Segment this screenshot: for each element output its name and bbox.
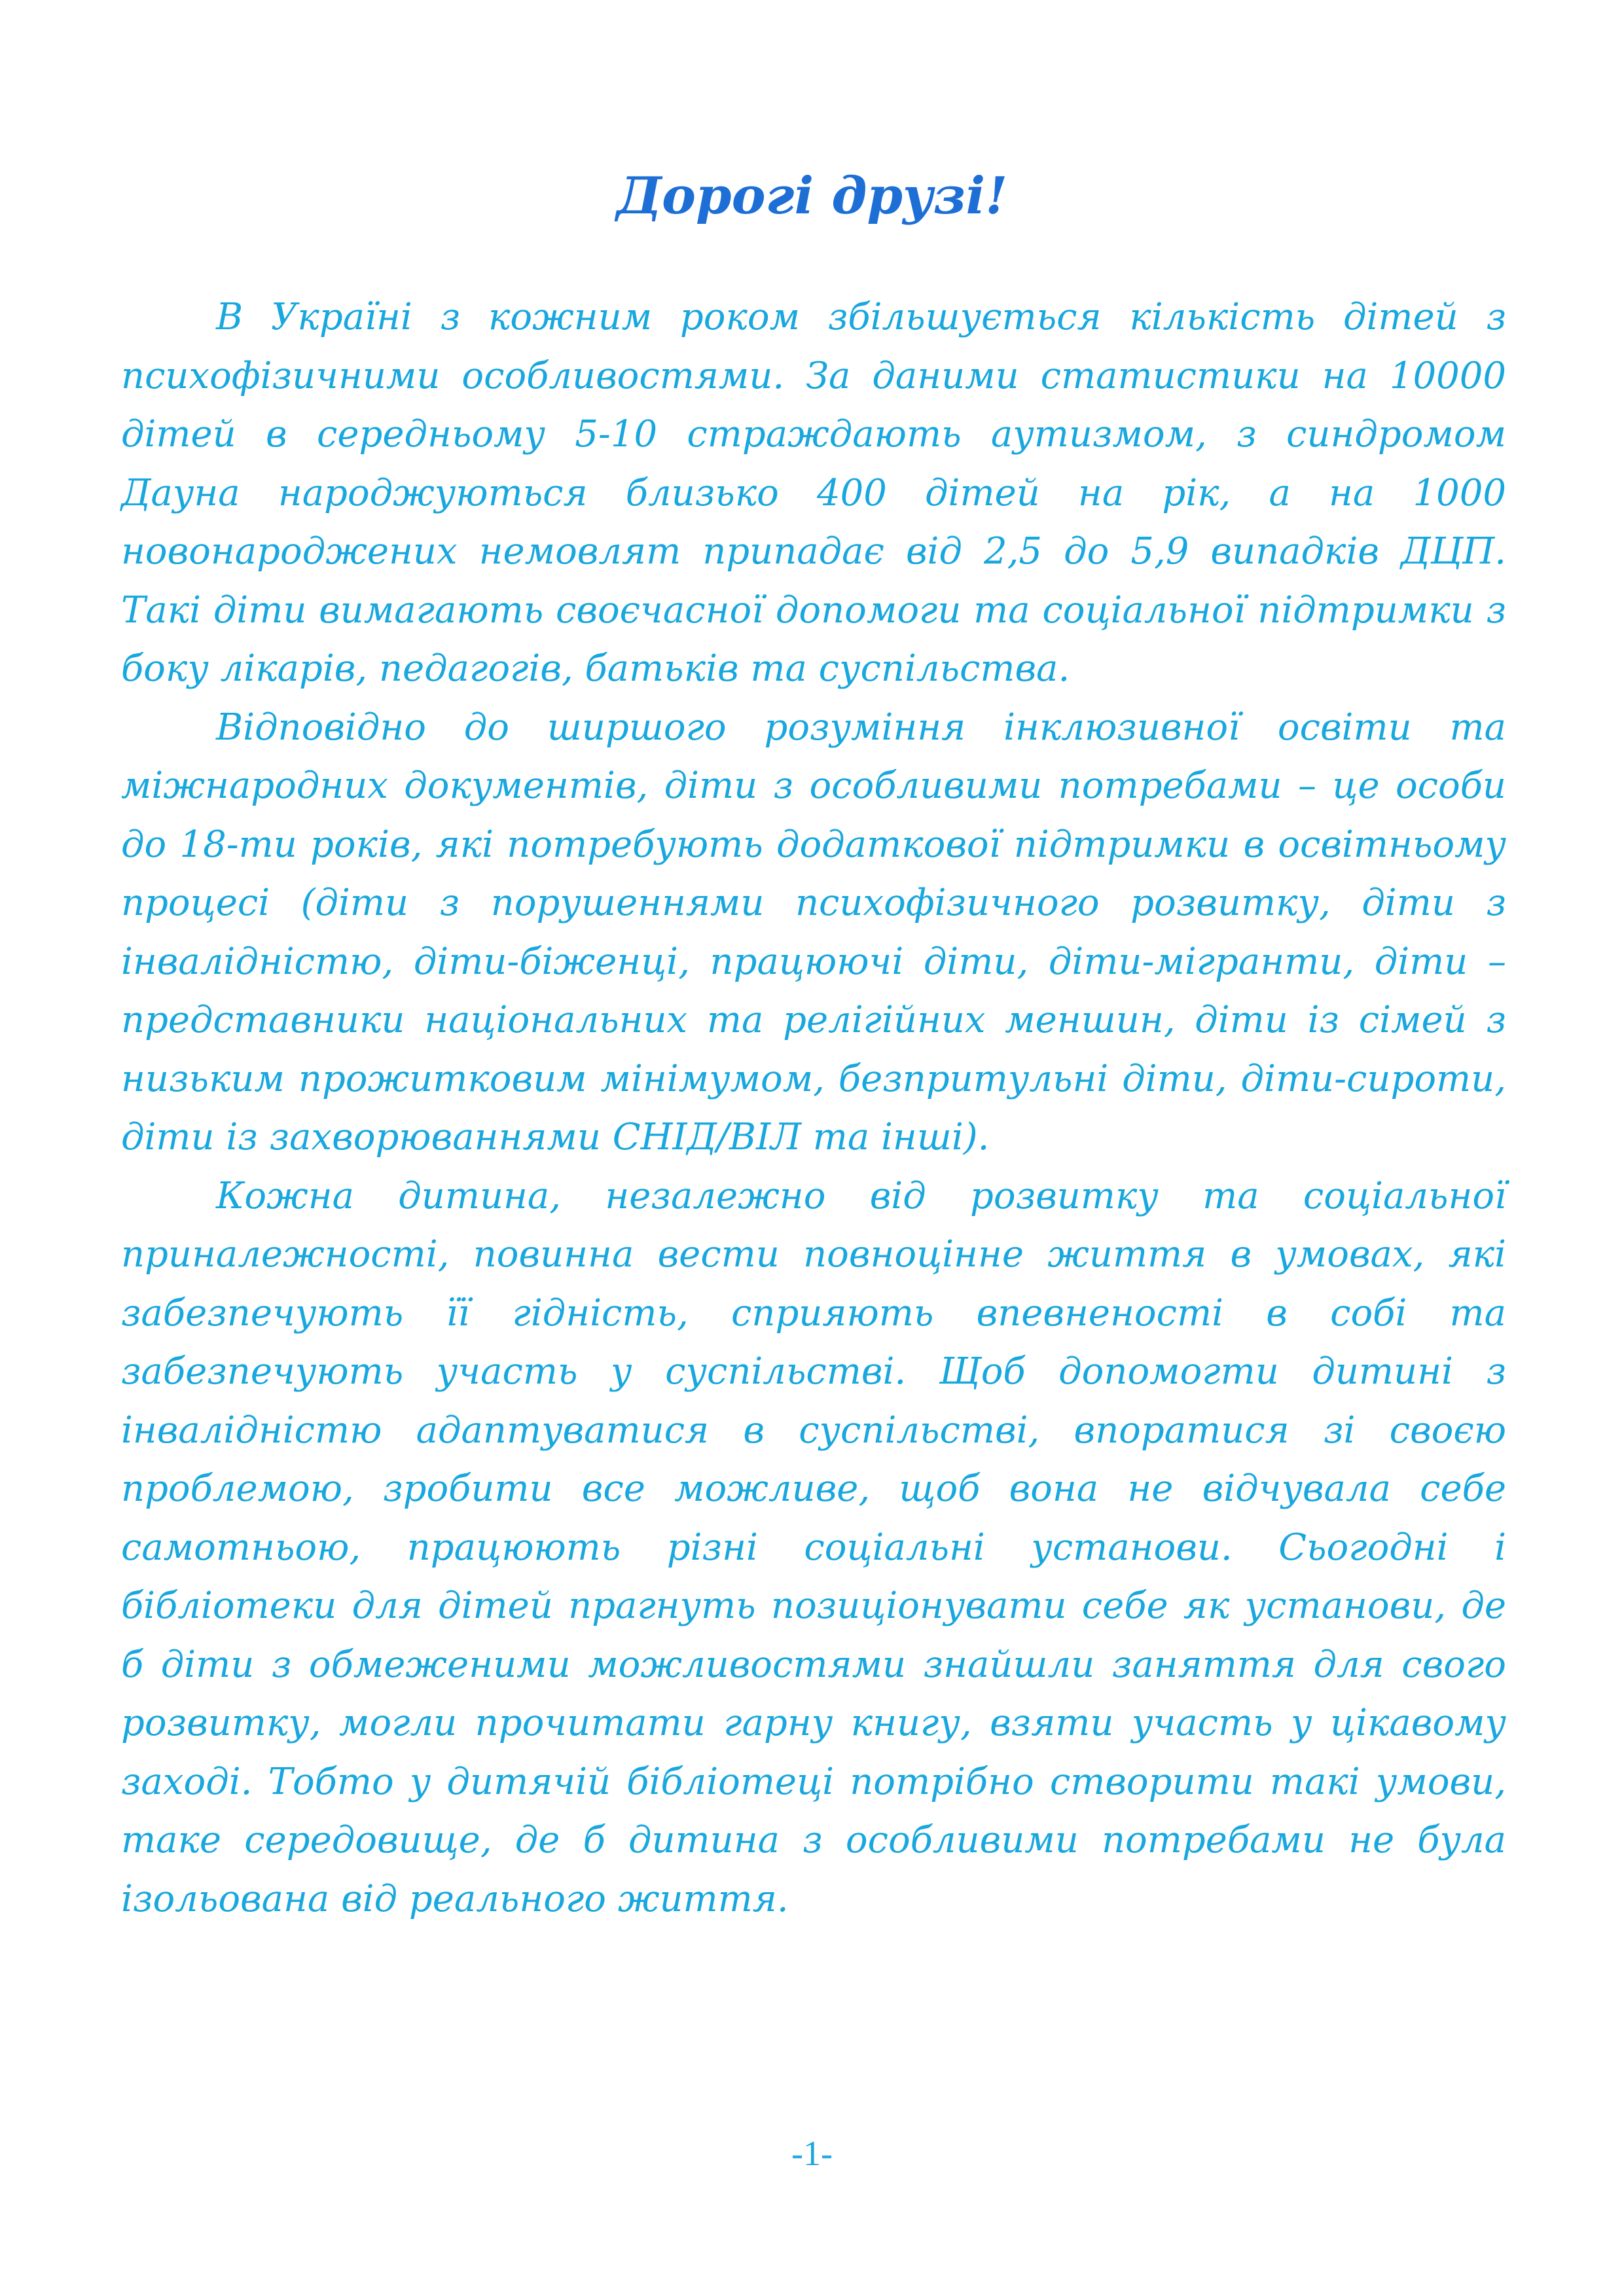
paragraph-2: Відповідно до ширшого розуміння інклюзивної освіти та міжнародних документів, діти з особливими потребами – це особи до 18-ти років, які потребують додаткової підтримки в освітньому процесі (діти з порушеннями психофізичного розвитку, діти з інвалідністю, діти-біженці, працюючі діти, діти-мігранти, діти – представники національних та релігійних меншин, діти із сімей з низьким прожитковим мінімумом, безпритульні діти, діти-сироти, діти із захворюваннями СНІД/ВІЛ та інші). xyxy=(121,706,1506,1158)
page-number: -1- xyxy=(791,2134,833,2173)
body-text xyxy=(121,288,1506,1928)
paragraph-3: Кожна дитина, незалежно від розвитку та соціальної приналежності, повинна вести повноцінне життя в умовах, які забезпечують її гідність, сприяють впевненості в собі та забезпечують участь у суспільстві. Щоб допомогти дитині з інвалідністю адаптуватися в суспільстві, впоратися зі своєю проблемою, зробити все можливе, щоб вона не відчувала себе самотньою, працюють різні соціальні установи. Сьогодні і бібліотеки для дітей прагнуть позиціонувати себе як установи, де б діти з обмеженими можливостями знайшли заняття для свого розвитку, могли прочитати гарну книгу, взяти участь у цікавому заході. Тобто у дитячій бібліотеці потрібно створити такі умови, таке середовище, де б дитина з особливими потребами не була ізольована від реального життя. xyxy=(121,1174,1506,1920)
page-title: Дорогі друзі! xyxy=(616,166,1008,226)
paragraph-1: В Україні з кожним роком збільшується кількість дітей з психофізичними особливостями. За даними статистики на 10000 дітей в середньому 5-10 страждають аутизмом, з синдромом Дауна народжуються близько 400 дітей на рік, а на 1000 новонароджених немовлят припадає від 2,5 до 5,9 випадків ДЦП. Такі діти вимагають своєчасної допомоги та соціальної підтримки з боку лікарів, педагогів, батьків та суспільства. xyxy=(121,296,1506,690)
